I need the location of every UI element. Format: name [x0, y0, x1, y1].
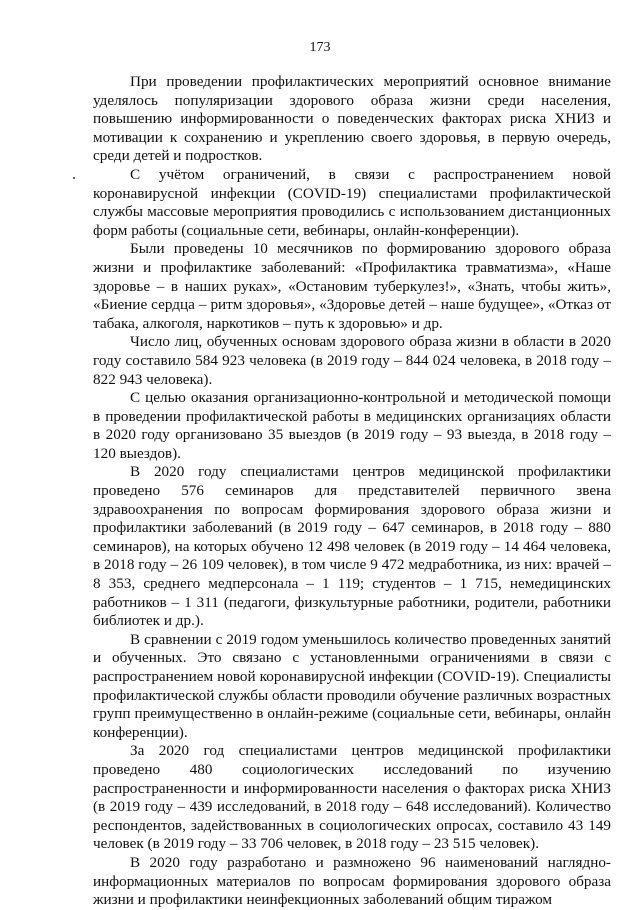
- paragraph-awareness-months: Были проведены 10 месячников по формированию здорового образа жизни и профилактике заболеваний: «Профилактика травматизма», «Наше здоровье – в наших руках», «Остановим туберкулез!», «Знать, чтобы жить», «Биение сердца – ритм здоровья», «Здоровье детей – наше будущее», «Отказ от табака, алкоголя, наркотиков – путь к здоровью» и др.: [93, 240, 611, 332]
- paragraph-covid-restrictions: С учётом ограничений, в связи с распространением новой коронавирусной инфекции (COVID-19) специалистами профилактической службы массовые мероприятия проводились с использованием дистанционных форм работы (социальные сети, вебинары, онлайн-конференции).: [93, 165, 611, 239]
- paragraph-prevention-focus: При проведении профилактических мероприятий основное внимание уделялось популяризации здорового образа жизни среди населения, повышению информированности о поведенческих факторах риска ХНИЗ и мотивации к сохранению и укреплению своего здоровья, в первую очередь, среди детей и подростков.: [93, 73, 611, 165]
- paragraph-trained-people: Число лиц, обученных основам здорового образа жизни в области в 2020 году составило 584 923 человека (в 2019 году – 844 024 человека, в 2018 году – 822 943 человека).: [93, 333, 611, 388]
- paragraph-decrease-explanation: В сравнении с 2019 годом уменьшилось количество проведенных занятий и обученных. Это связано с установленными ограничениями в связи с распространением новой коронавирусной инфекции (COVID-19). Специалисты профилактической службы области проводили обучение различных возрастных групп преимущественно в онлайн-режиме (социальные сети, вебинары, онлайн конференции).: [93, 630, 611, 741]
- paragraph-seminars: В 2020 году специалистами центров медицинской профилактики проведено 576 семинаров для представителей первичного звена здравоохранения по вопросам формирования здорового образа жизни и профилактики заболеваний (в 2019 году – 647 семинаров, в 2018 году – 880 семинаров), на которых обучено 12 498 человек (в 2019 году – 14 464 человека, в 2018 году – 26 109 человек), в том числе 9 472 медработника, из них: врачей – 8 353, среднего медперсонала – 1 119; студентов – 1 715, немедицинских работников – 1 311 (педагоги, физкультурные работники, родители, работники библиотек и др.).: [93, 463, 611, 630]
- body-text: [93, 73, 611, 910]
- paragraph-info-materials: В 2020 году разработано и размножено 96 наименований наглядно-информационных материалов по вопросам формирования здорового образа жизни и профилактики неинфекционных заболеваний общим тиражом: [93, 853, 611, 909]
- paragraph-sociological-research: За 2020 год специалистами центров медицинской профилактики проведено 480 социологических исследований по изучению распространенности и информированности населения о факторах риска ХНИЗ (в 2019 году – 439 исследований, в 2018 году – 648 исследований). Количество респондентов, задействованных в социологических опросах, составило 43 149 человек (в 2019 году – 33 706 человек, в 2018 году – 23 515 человек).: [93, 742, 611, 853]
- paragraph-field-visits: С целью оказания организационно-контрольной и методической помощи в проведении профилактической работы в медицинских организациях области в 2020 году организовано 35 выездов (в 2019 году – 93 выезда, в 2018 году – 120 выездов).: [93, 389, 611, 462]
- margin-mark: [73, 177, 75, 179]
- page-number: 173: [309, 40, 331, 55]
